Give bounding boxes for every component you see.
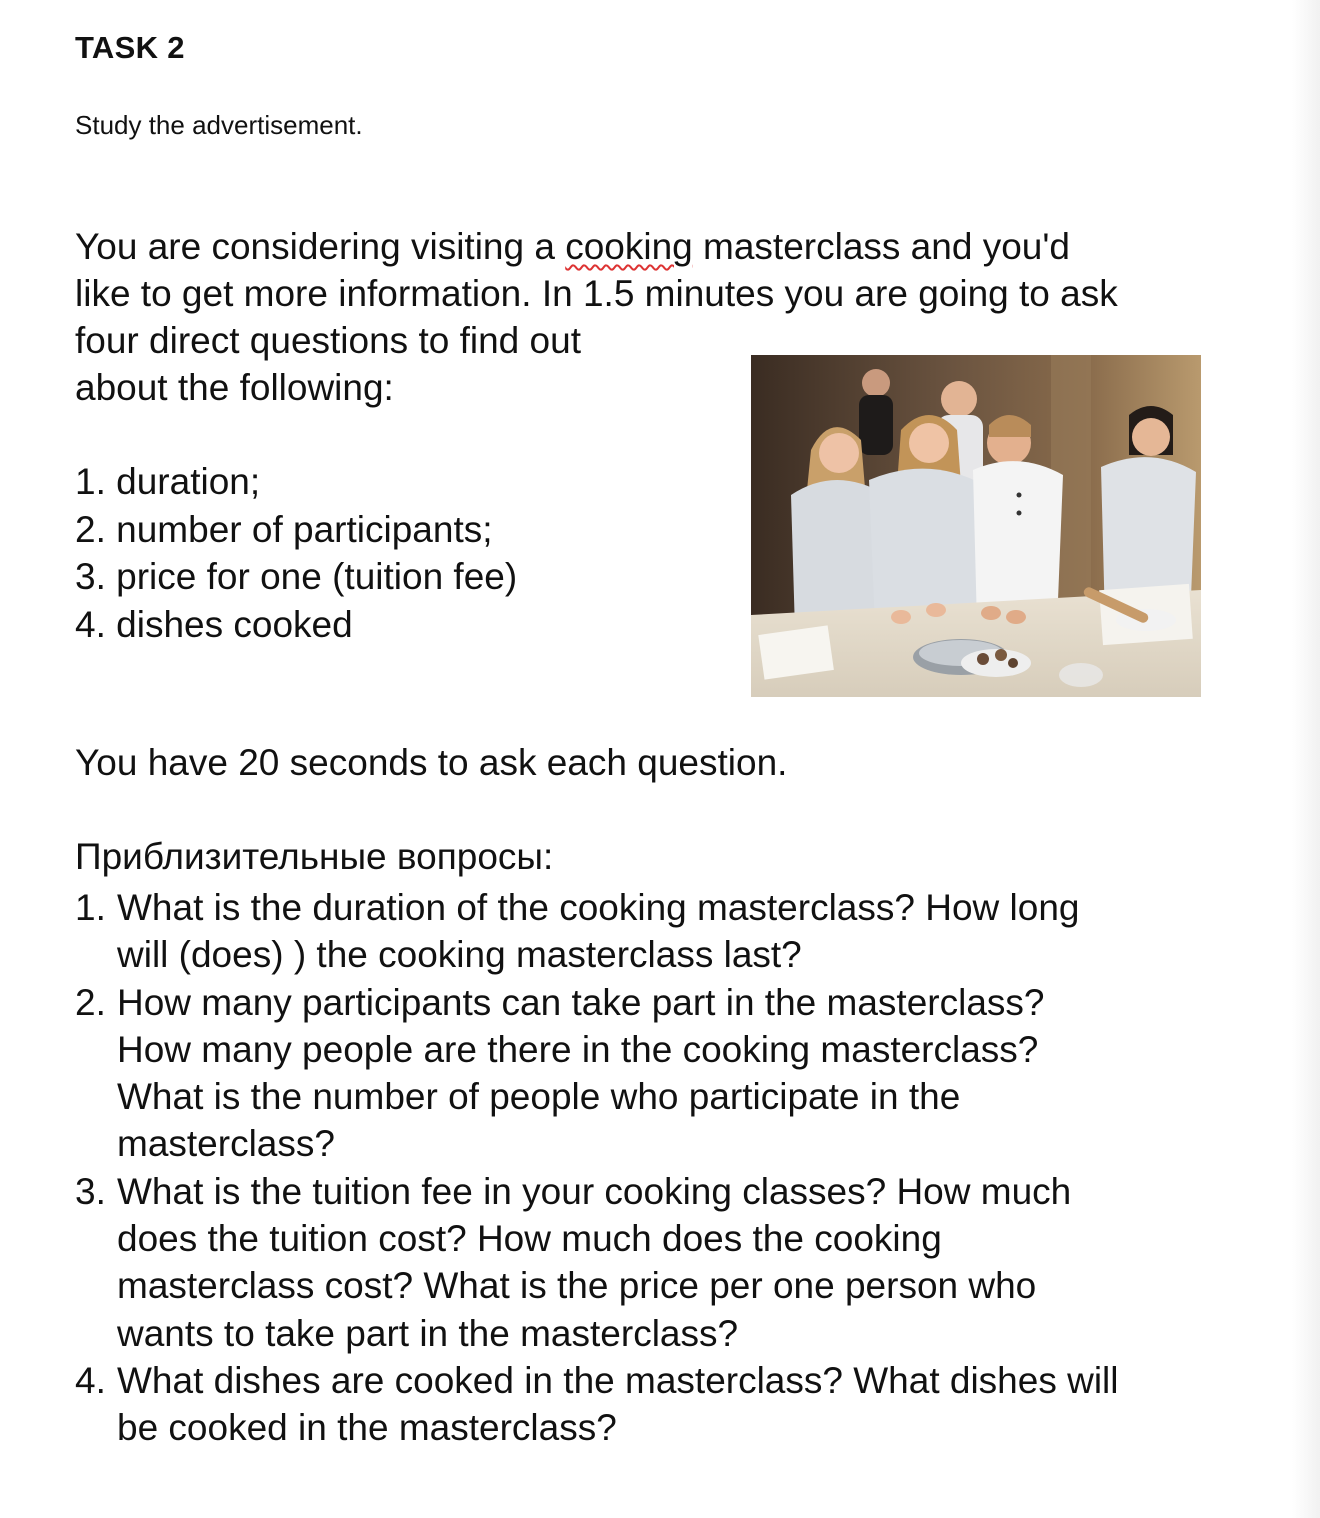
- question-line: How many participants can take part in the masterclass?: [117, 981, 1045, 1023]
- topic-number: 4.: [75, 603, 106, 645]
- topic-text: price for one (tuition fee): [116, 556, 518, 597]
- question-line: How many people are there in the cooking masterclass?: [117, 1028, 1039, 1070]
- question-line: What is the number of people who participate in the: [117, 1076, 961, 1118]
- topic-number: 1.: [75, 461, 106, 502]
- topic-text: number of participants;: [116, 508, 493, 550]
- question-line: masterclass cost? What is the price per one person who: [117, 1265, 1037, 1307]
- topic-text: dishes cooked: [116, 603, 353, 645]
- photo-illustration: [751, 355, 1201, 697]
- intro-line-2: like to get more information. In 1.5 minutes you are going to ask: [75, 273, 1118, 314]
- question-line: wants to take part in the masterclass?: [117, 1312, 739, 1354]
- intro-line-3: four direct questions to find out: [75, 320, 581, 361]
- sample-questions-list: [75, 884, 1215, 1452]
- question-item: [75, 884, 1215, 979]
- question-line: What dishes are cooked in the masterclass? What dishes will: [117, 1359, 1119, 1401]
- question-item: [75, 979, 1215, 1168]
- intro-text: masterclass and you'd: [692, 226, 1070, 267]
- topic-list: [75, 458, 517, 648]
- topic-item: [75, 553, 517, 601]
- page-edge-shadow: [1292, 0, 1320, 1518]
- question-line: will (does) ) the cooking masterclass last?: [117, 934, 802, 976]
- topic-number: 3.: [75, 556, 106, 597]
- question-number: 1.: [75, 887, 106, 928]
- question-number: 4.: [75, 1359, 106, 1401]
- question-line: What is the tuition fee in your cooking classes? How much: [117, 1170, 1072, 1212]
- cooking-class-photo: [751, 355, 1201, 697]
- question-item: [75, 1357, 1215, 1452]
- task-instruction: Study the advertisement.: [75, 110, 363, 140]
- spellcheck-word[interactable]: cooking: [565, 226, 693, 267]
- topic-item: [75, 601, 517, 649]
- topic-text: duration;: [116, 461, 261, 502]
- question-line: What is the duration of the cooking masterclass? How long: [117, 887, 1080, 928]
- intro-line-1: [75, 223, 1215, 270]
- intro-text: You are considering visiting a: [75, 226, 566, 267]
- intro-line-4: about the following:: [75, 367, 394, 408]
- topic-item: [75, 506, 517, 554]
- questions-heading: Приблизительные вопросы:: [75, 836, 554, 877]
- timing-instruction: You have 20 seconds to ask each question.: [75, 742, 788, 783]
- question-line: masterclass?: [117, 1123, 335, 1165]
- question-item: [75, 1168, 1215, 1357]
- question-number: 3.: [75, 1170, 106, 1212]
- question-line: be cooked in the masterclass?: [117, 1407, 617, 1449]
- topic-item: [75, 458, 517, 506]
- question-line: does the tuition cost? How much does the cooking: [117, 1218, 942, 1260]
- task-title: TASK 2: [75, 30, 185, 65]
- topic-number: 2.: [75, 508, 106, 550]
- question-number: 2.: [75, 981, 106, 1023]
- document-page: [75, 0, 1215, 1518]
